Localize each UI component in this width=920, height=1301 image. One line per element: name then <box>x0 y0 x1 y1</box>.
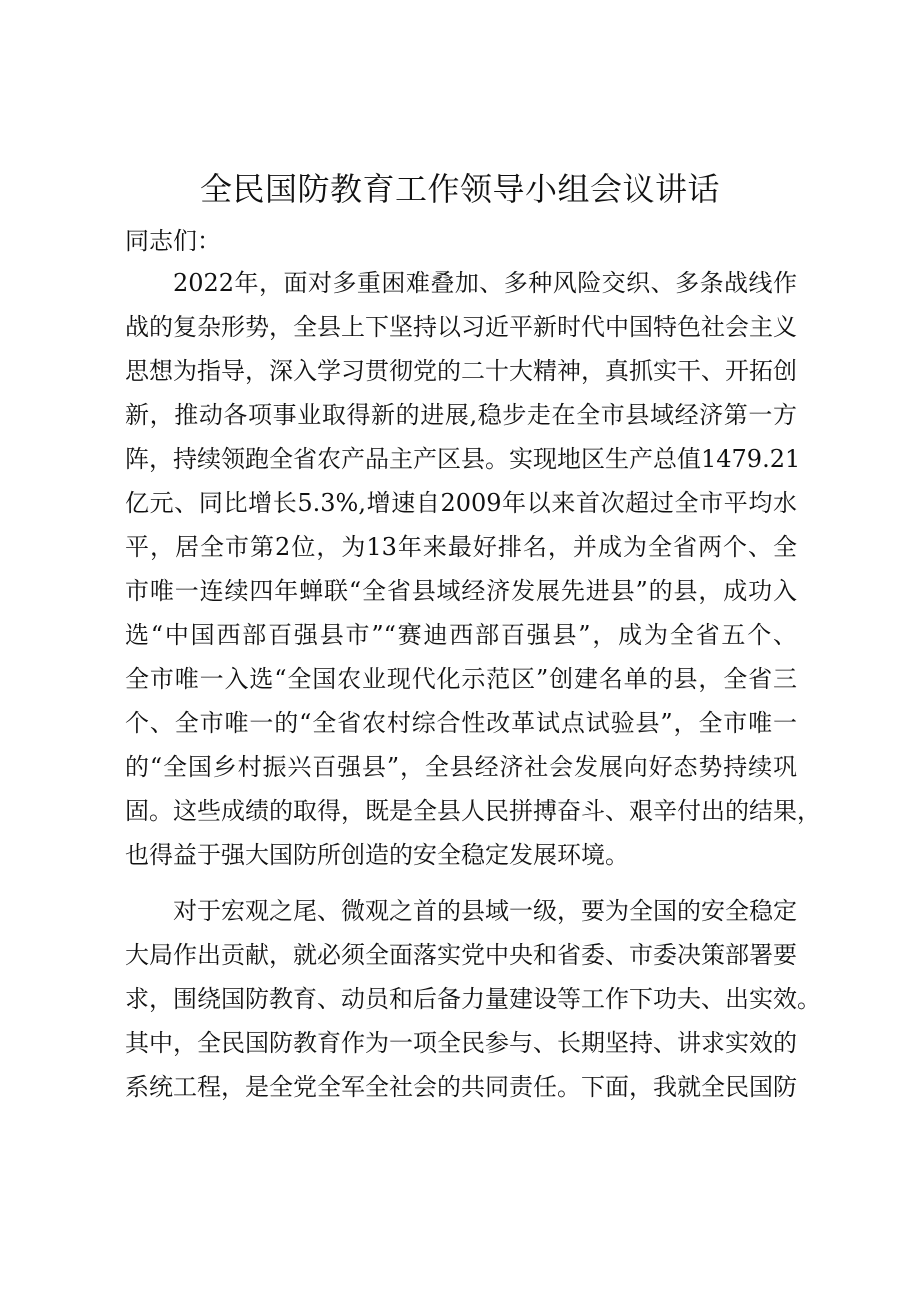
paragraph-line: 战的复杂形势，全县上下坚持以习近平新时代中国特色社会主义 <box>125 313 797 341</box>
paragraph-1 <box>125 261 821 877</box>
paragraph-line: 大局作出贡献，就必须全面落实党中央和省委、市委决策部署要 <box>125 941 797 969</box>
paragraph-2 <box>125 889 821 1109</box>
paragraph-spacer <box>125 877 797 889</box>
paragraph-line: 系统工程，是全党全军全社会的共同责任。下面，我就全民国防 <box>125 1073 797 1101</box>
paragraph-line: 平，居全市第2位，为13年来最好排名，并成为全省两个、全 <box>125 533 797 561</box>
paragraph-line: 市唯一连续四年蝉联“全省县域经济发展先进县”的县，成功入 <box>125 577 797 605</box>
paragraph-line: 选“中国西部百强县市”“赛迪西部百强县”，成为全省五个、 <box>125 621 797 649</box>
document-body <box>125 221 821 1109</box>
paragraph-line: 求，围绕国防教育、动员和后备力量建设等工作下功夫、出实效。 <box>125 985 821 1013</box>
paragraph-line: 新，推动各项事业取得新的进展,稳步走在全市县域经济第一方 <box>125 401 797 429</box>
paragraph-line: 个、全市唯一的“全省农村综合性改革试点试验县”，全市唯一 <box>125 709 797 737</box>
salutation: 同志们： <box>125 227 221 255</box>
paragraph-line: 思想为指导，深入学习贯彻党的二十大精神，真抓实干、开拓创 <box>125 357 797 385</box>
paragraph-line: 亿元、同比增长5.3%,增速自2009年以来首次超过全市平均水 <box>125 489 797 517</box>
paragraph-line: 2022年，面对多重困难叠加、多种风险交织、多条战线作 <box>173 269 797 297</box>
paragraph-line: 全市唯一入选“全国农业现代化示范区”创建名单的县，全省三 <box>125 665 797 693</box>
paragraph-line: 其中，全民国防教育作为一项全民参与、长期坚持、讲求实效的 <box>125 1029 797 1057</box>
paragraph-line: 也得益于强大国防所创造的安全稳定发展环境。 <box>125 841 629 869</box>
paragraph-line: 对于宏观之尾、微观之首的县域一级，要为全国的安全稳定 <box>173 897 797 925</box>
document-title: 全民国防教育工作领导小组会议讲话 <box>199 170 720 208</box>
paragraph-line: 固。这些成绩的取得，既是全县人民拼搏奋斗、艰辛付出的结果， <box>125 797 821 825</box>
paragraph-line: 的“全国乡村振兴百强县”，全县经济社会发展向好态势持续巩 <box>125 753 797 781</box>
paragraph-line: 阵，持续领跑全省农产品主产区县。实现地区生产总值1479.21 <box>125 445 801 473</box>
